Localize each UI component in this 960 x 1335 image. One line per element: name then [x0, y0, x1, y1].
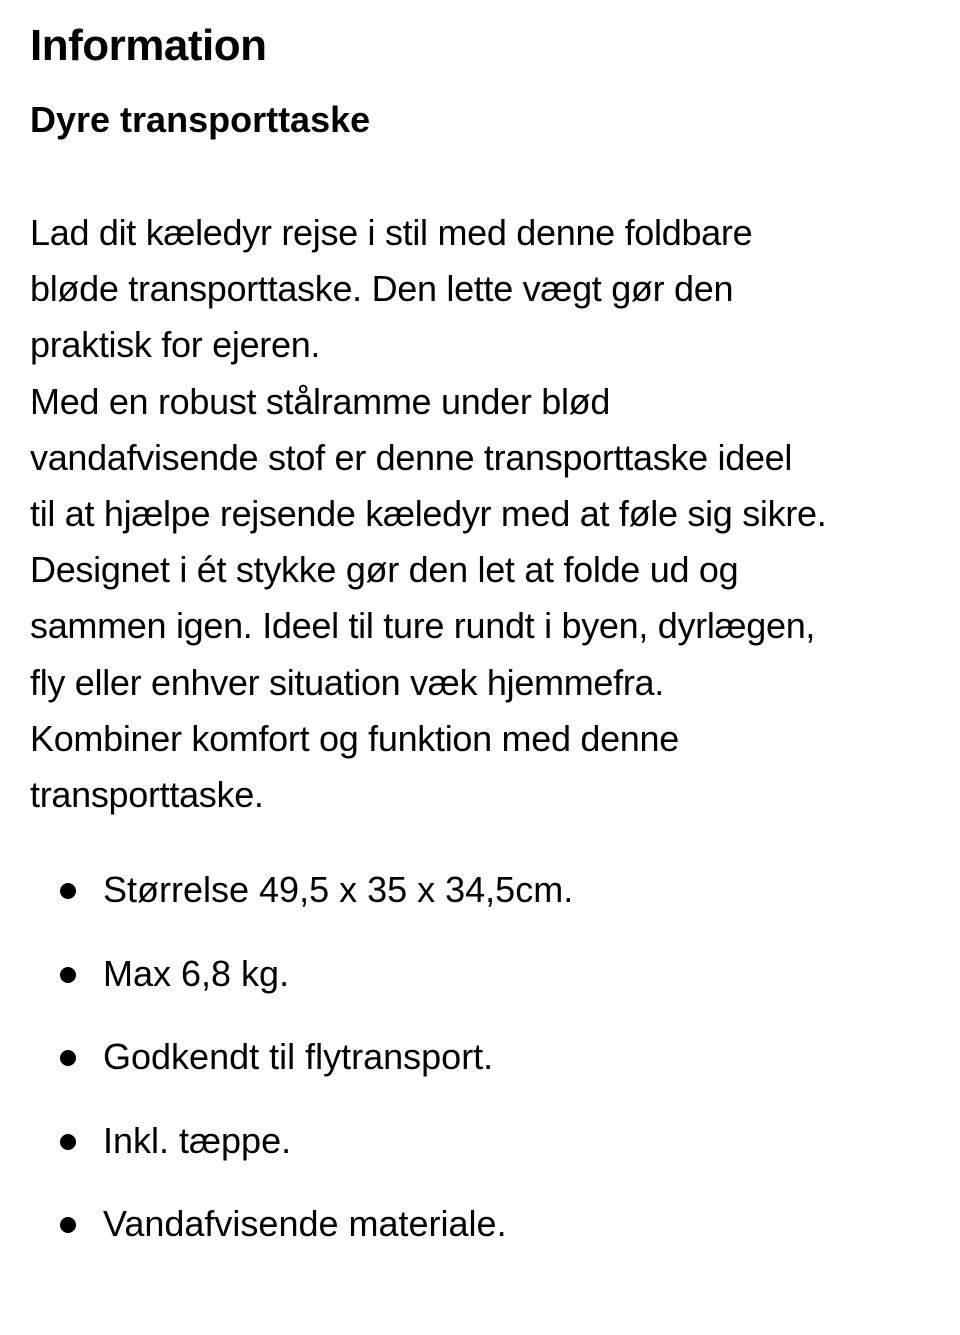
description-line: Lad dit kæledyr rejse i stil med denne foldbare [30, 212, 753, 253]
product-description [30, 205, 935, 823]
description-line: Kombiner komfort og funktion med denne [30, 717, 679, 759]
bullet-icon [60, 967, 76, 983]
description-line: praktisk for ejeren. [30, 324, 321, 366]
feature-text: Godkendt til flytransport. [103, 1036, 494, 1077]
description-line: Med en robust stålramme under blød [30, 380, 611, 422]
description-line: Designet i ét stykke gør den let at folde ud og [30, 549, 739, 591]
bullet-icon [60, 1217, 76, 1233]
description-line: bløde transporttaske. Den lette vægt gør den [30, 268, 734, 310]
bullet-icon [60, 1134, 76, 1150]
description-line: transporttaske. [30, 774, 264, 816]
bullet-icon [60, 883, 76, 899]
feature-text: Størrelse 49,5 x 35 x 34,5cm. [103, 869, 574, 910]
feature-text: Vandafvisende materiale. [103, 1203, 507, 1244]
description-line: vandafvisende stof er denne transporttaske ideel [30, 436, 793, 478]
description-line: til at hjælpe rejsende kæledyr med at føle sig sikre. [30, 493, 827, 535]
description-line: sammen igen. Ideel til ture rundt i byen, dyrlægen, [30, 605, 816, 647]
bullet-icon [60, 1050, 76, 1066]
product-name: Dyre transporttaske [30, 99, 371, 140]
section-title: Information [30, 21, 267, 70]
feature-text: Max 6,8 kg. [103, 952, 290, 994]
feature-text: Inkl. tæppe. [103, 1119, 292, 1161]
description-line: fly eller enhver situation væk hjemmefra. [30, 661, 664, 703]
